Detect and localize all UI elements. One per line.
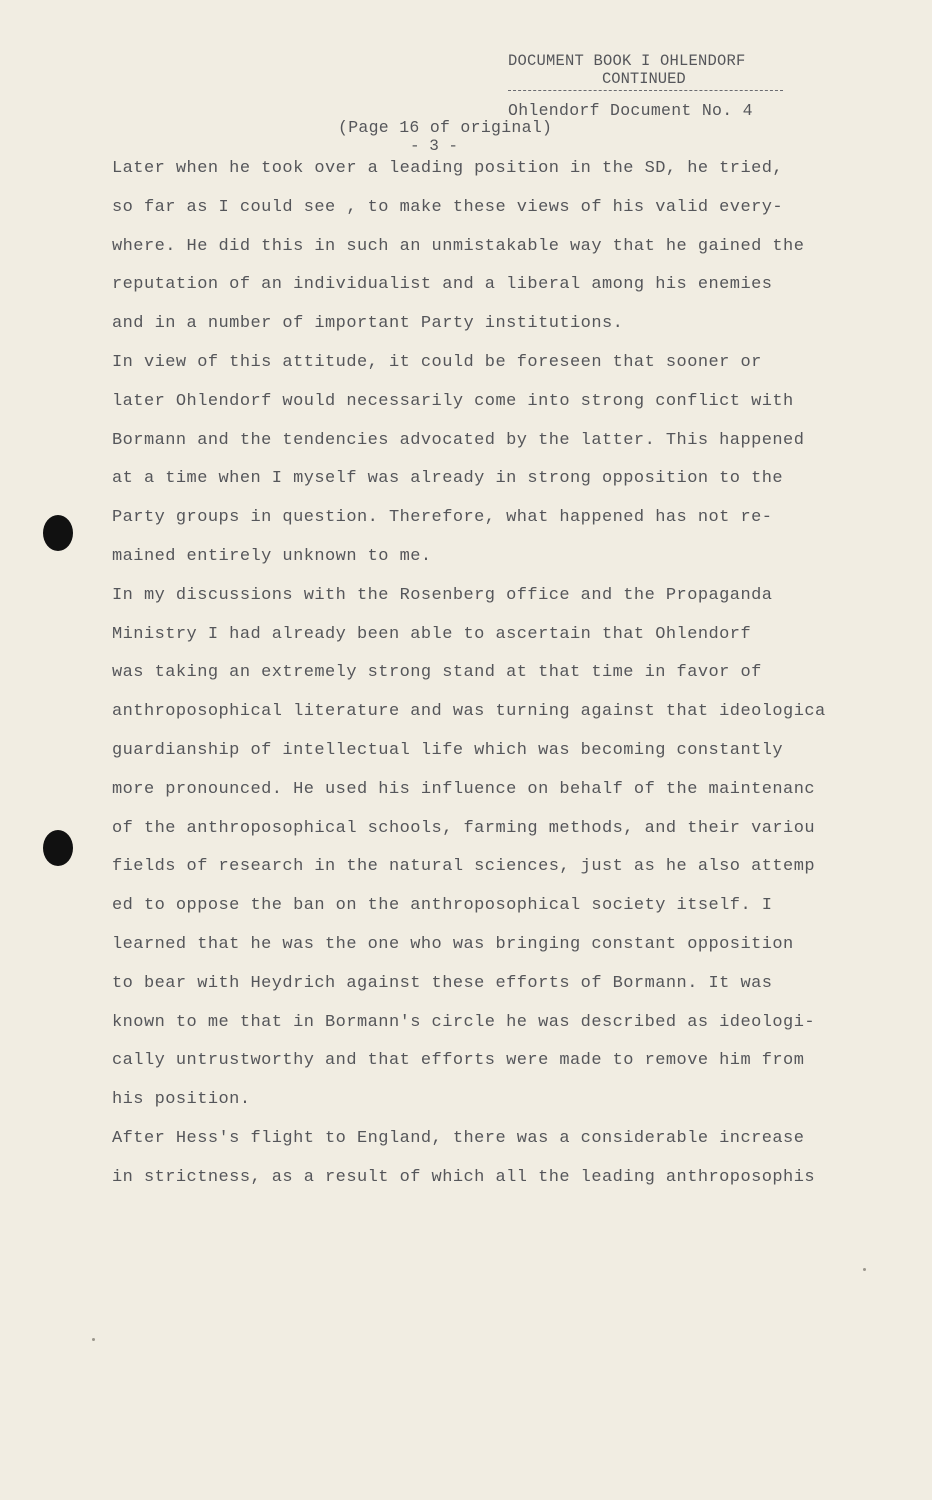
text-line: cally untrustworthy and that efforts were made to remove him from xyxy=(112,1051,805,1071)
text-line: ed to oppose the ban on the anthroposophical society itself. I xyxy=(112,896,773,916)
paper-speck xyxy=(863,1268,866,1271)
text-line: where. He did this in such an unmistakable way that he gained the xyxy=(112,236,805,256)
text-line: mained entirely unknown to me. xyxy=(112,546,432,566)
header-title: DOCUMENT BOOK I OHLENDORF xyxy=(508,52,746,70)
text-line: learned that he was the one who was bringing constant opposition xyxy=(112,934,794,954)
document-number: Ohlendorf Document No. 4 xyxy=(508,101,753,120)
page-reference: (Page 16 of original) xyxy=(338,118,553,137)
text-line: Bormann and the tendencies advocated by the latter. This happened xyxy=(112,430,805,450)
text-line: in strictness, as a result of which all the leading anthroposophis xyxy=(112,1167,816,1187)
text-line: In my discussions with the Rosenberg office and the Propaganda xyxy=(112,585,773,605)
punch-hole xyxy=(43,830,73,866)
text-line: reputation of an individualist and a liberal among his enemies xyxy=(112,275,773,295)
text-line: and in a number of important Party institutions. xyxy=(112,314,624,334)
paper-speck xyxy=(92,1338,95,1341)
text-line: to bear with Heydrich against these efforts of Bormann. It was xyxy=(112,973,773,993)
text-line: was taking an extremely strong stand at that time in favor of xyxy=(112,663,762,683)
header-continued: CONTINUED xyxy=(602,70,686,88)
text-line: known to me that in Bormann's circle he was described as ideologi- xyxy=(112,1012,816,1032)
page-number: - 3 - xyxy=(410,137,459,155)
text-line: his position. xyxy=(112,1090,251,1110)
text-line: more pronounced. He used his influence on behalf of the maintenanc xyxy=(112,779,816,799)
text-line: Ministry I had already been able to ascertain that Ohlendorf xyxy=(112,624,752,644)
body-text xyxy=(112,150,882,1198)
text-line: fields of research in the natural sciences, just as he also attemp xyxy=(112,857,816,877)
text-line: anthroposophical literature and was turning against that ideologica xyxy=(112,702,826,722)
text-line: Later when he took over a leading position in the SD, he tried, xyxy=(112,159,784,178)
text-line: so far as I could see , to make these views of his valid every- xyxy=(112,197,784,217)
header-rule xyxy=(508,90,783,91)
text-line: at a time when I myself was already in strong opposition to the xyxy=(112,469,784,489)
text-line: guardianship of intellectual life which was becoming constantly xyxy=(112,740,784,760)
punch-hole xyxy=(43,515,73,551)
text-line: of the anthroposophical schools, farming methods, and their variou xyxy=(112,818,816,838)
text-line: Party groups in question. Therefore, what happened has not re- xyxy=(112,508,773,528)
document-header xyxy=(508,52,818,88)
text-line: In view of this attitude, it could be foreseen that sooner or xyxy=(112,352,762,372)
text-line: After Hess's flight to England, there was a considerable increase xyxy=(112,1128,805,1148)
text-line: later Ohlendorf would necessarily come into strong conflict with xyxy=(112,391,794,411)
